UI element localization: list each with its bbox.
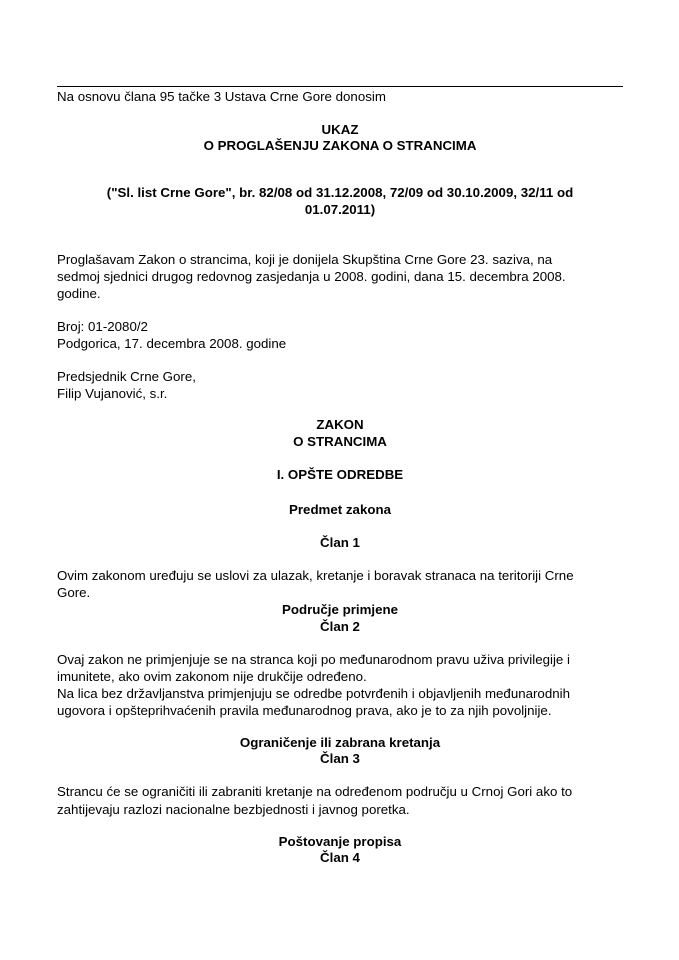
art1-subject: Predmet zakona — [289, 502, 391, 517]
signer-name: Filip Vujanović, s.r. — [57, 386, 168, 401]
law-title: ZAKON — [316, 417, 364, 432]
art3-text-line1: Strancu će se ograničiti ili zabraniti kretanje na određenom području u Crnoj Gori ako to — [57, 784, 573, 799]
art1-text-line1: Ovim zakonom uređuju se uslovi za ulazak, kretanje i boravak stranaca na teritoriji Crne — [57, 568, 574, 583]
art2-text-line3: Na lica bez državljanstva primjenjuju se odredbe potvrđenih i objavljenih međunarodnih — [57, 686, 570, 701]
art2-label: Član 2 — [320, 619, 360, 634]
art3-label: Član 3 — [320, 751, 360, 766]
gazette-reference-line1: ("Sl. list Crne Gore", br. 82/08 od 31.12.2008, 72/09 od 30.10.2009, 32/11 od — [106, 185, 574, 200]
proclamation-line3: godine. — [57, 286, 101, 301]
ukaz-subtitle: O PROGLAŠENJU ZAKONA O STRANCIMA — [203, 138, 477, 153]
proclamation-line2: sedmoj sjednici drugog redovnog zasjedanja u 2008. godini, dana 15. decembra 2008. — [57, 269, 566, 284]
place-date: Podgorica, 17. decembra 2008. godine — [57, 336, 287, 351]
art3-text-line2: zahtijevaju razlozi nacionalne bezbjednosti i javnog poretka. — [57, 802, 410, 817]
art2-subject: Područje primjene — [281, 602, 398, 617]
art4-label: Član 4 — [320, 850, 360, 865]
document-number: Broj: 01-2080/2 — [57, 319, 148, 334]
art2-text-line4: ugovora i opšteprihvaćenih pravila međunarodnog prava, ako je to za njih povoljnije. — [57, 703, 552, 718]
part1-heading: I. OPŠTE ODREDBE — [276, 467, 404, 482]
art4-subject: Poštovanje propisa — [278, 834, 402, 849]
law-subtitle: O STRANCIMA — [293, 434, 387, 449]
art1-text-line2: Gore. — [57, 585, 91, 600]
art2-text-line1: Ovaj zakon ne primjenjuje se na stranca koji po međunarodnom pravu uživa privilegije i — [57, 652, 570, 667]
art3-subject: Ograničenje ili zabrana kretanja — [239, 735, 441, 750]
signer-title: Predsjednik Crne Gore, — [57, 369, 196, 384]
header-rule — [57, 86, 623, 87]
art1-label: Član 1 — [320, 535, 360, 550]
art2-text-line2: imunitete, ako ovim zakonom nije drukčije određeno. — [57, 669, 367, 684]
proclamation-line1: Proglašavam Zakon o strancima, koji je donijela Skupština Crne Gore 23. saziva, na — [57, 252, 553, 267]
intro-line: Na osnovu člana 95 tačke 3 Ustava Crne Gore donosim — [57, 89, 386, 104]
ukaz-title: UKAZ — [321, 122, 359, 137]
gazette-reference-line2: 01.07.2011) — [304, 202, 376, 217]
